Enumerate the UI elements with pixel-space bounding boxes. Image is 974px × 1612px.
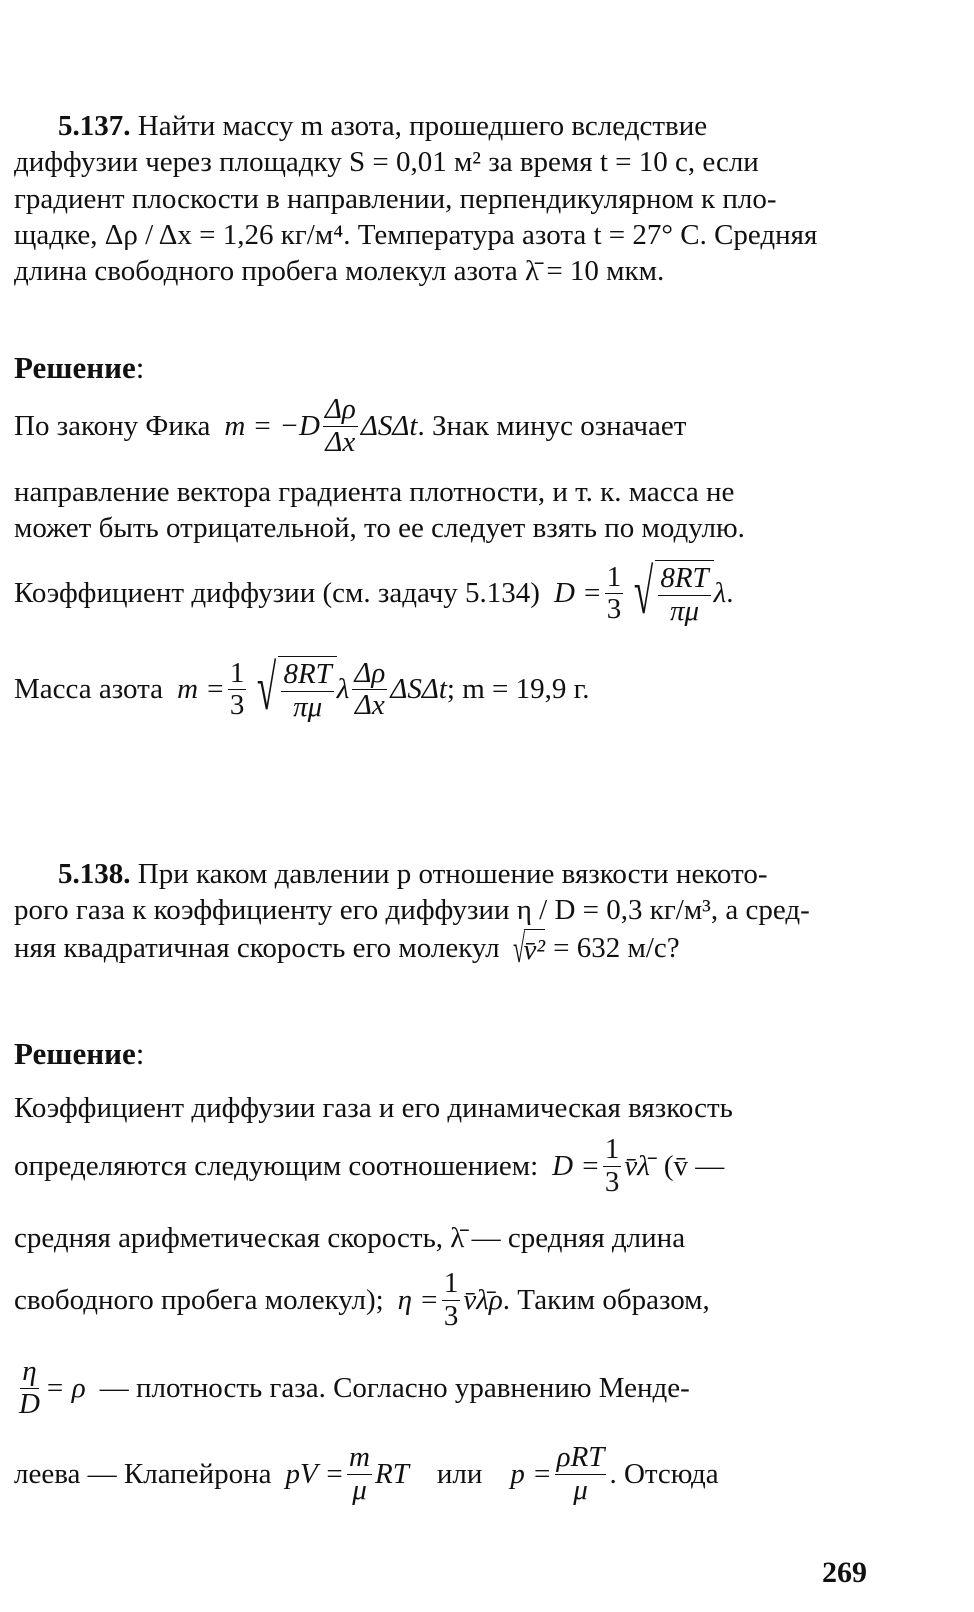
fraction-denominator: μ bbox=[573, 1473, 588, 1506]
problem-text: = 632 м/с? bbox=[553, 932, 680, 965]
diffusion-lhs: D = bbox=[553, 577, 602, 610]
mass-lhs: m = bbox=[177, 673, 225, 706]
fraction-numerator: 1 bbox=[606, 560, 622, 593]
solution-line: Коэффициент диффузии газа и его динамическая вязкость bbox=[14, 1092, 733, 1124]
solution-formula-line bbox=[14, 1268, 874, 1333]
formula-rhs: = ρ bbox=[44, 1371, 86, 1404]
formula-rhs: v̄λ̄ρ bbox=[463, 1283, 503, 1316]
fraction-numerator: 1 bbox=[443, 1267, 459, 1299]
fick-suffix: . Знак минус означает bbox=[417, 409, 687, 442]
fick-law-line bbox=[14, 394, 874, 459]
problem-line: градиент плоскости в направлении, перпендикулярном к пло- bbox=[14, 182, 777, 215]
mass-line bbox=[14, 652, 874, 724]
fraction-denominator: 3 bbox=[443, 1299, 459, 1332]
fraction-numerator: ρRT bbox=[556, 1441, 605, 1473]
fraction-denominator: 3 bbox=[606, 593, 622, 626]
diffusion-coefficient-line bbox=[14, 556, 874, 628]
mass-result: ; m = 19,9 г. bbox=[446, 673, 590, 706]
fraction bbox=[281, 659, 333, 724]
solution-line: может быть отрицательной, то ее следует взять по модулю. bbox=[14, 512, 745, 545]
fraction-numerator: 8RT bbox=[660, 562, 709, 594]
fraction bbox=[352, 658, 387, 723]
solution-heading-colon: : bbox=[135, 350, 145, 385]
lambda-symbol: λ bbox=[336, 673, 350, 706]
problem-line: диффузии через площадку S = 0,01 м² за время t = 10 с, если bbox=[14, 146, 759, 179]
solution-heading-colon: : bbox=[135, 1036, 145, 1071]
square-root bbox=[626, 556, 713, 628]
fraction bbox=[603, 1134, 622, 1199]
square-root bbox=[508, 925, 546, 971]
diffusion-prefix: Коэффициент диффузии (см. задачу 5.134) bbox=[14, 577, 540, 610]
fraction bbox=[17, 1356, 42, 1421]
fraction-numerator: 1 bbox=[229, 656, 245, 689]
fick-prefix: По закону Фика bbox=[14, 409, 211, 442]
fraction-denominator: Δx bbox=[325, 425, 356, 458]
fraction-denominator: πμ bbox=[669, 594, 700, 627]
mass-prefix: Масса азота bbox=[14, 673, 164, 706]
fraction-denominator: D bbox=[19, 1387, 40, 1420]
formula-lhs: pV = bbox=[285, 1457, 345, 1490]
fraction-numerator: 8RT bbox=[283, 658, 332, 690]
fraction bbox=[555, 1442, 607, 1507]
solution-formula-line bbox=[14, 1442, 874, 1507]
formula-lhs: D = bbox=[552, 1149, 600, 1182]
solution-line: направление вектора градиента плотности, и т. к. масса не bbox=[14, 476, 735, 508]
fraction-denominator: 3 bbox=[229, 689, 245, 722]
fick-lhs: m = −D bbox=[224, 409, 320, 442]
problem-5-138 bbox=[14, 856, 862, 969]
fraction-denominator: μ bbox=[352, 1473, 367, 1506]
solution-text: (v̄ — bbox=[663, 1149, 725, 1182]
problem-text: няя квадратичная скорость его молекул bbox=[14, 932, 500, 965]
formula-rhs: v̄λ̄ bbox=[624, 1149, 650, 1182]
radical-sign: √ bbox=[634, 556, 654, 627]
period: . bbox=[726, 577, 734, 610]
fraction bbox=[658, 563, 710, 628]
problem-line bbox=[14, 925, 862, 971]
radical-sign: √ bbox=[257, 652, 277, 723]
fraction-numerator: m bbox=[349, 1441, 370, 1473]
solution-text: . Отсюда bbox=[609, 1457, 719, 1490]
fraction bbox=[347, 1442, 372, 1507]
solution-text: свободного пробега молекул); bbox=[14, 1283, 384, 1316]
fick-rhs: ΔSΔt bbox=[360, 409, 418, 442]
solution-formula-line bbox=[14, 1134, 874, 1199]
problem-text: При каком давлении p отношение вязкости некото- bbox=[137, 858, 768, 890]
fraction bbox=[442, 1268, 461, 1333]
problem-line: длина свободного пробега молекул азота λ̄ = 10 мкм. bbox=[14, 255, 665, 287]
problem-text: Найти массу m азота, прошедшего вследствие bbox=[137, 110, 708, 142]
lambda-symbol: λ bbox=[713, 577, 727, 610]
solution-line: средняя арифметическая скорость, λ̄ — средняя длина bbox=[14, 1222, 686, 1254]
fraction bbox=[323, 394, 358, 459]
fraction-denominator: Δx bbox=[354, 689, 385, 722]
solution-heading bbox=[14, 1036, 144, 1072]
solution-heading-text: Решение bbox=[14, 350, 136, 385]
problem-line: щадке, Δρ / Δx = 1,26 кг/м⁴. Температура азота t = 27° С. Средняя bbox=[14, 218, 818, 251]
fraction-numerator: Δρ bbox=[324, 393, 356, 425]
problem-5-137 bbox=[14, 108, 862, 289]
root-content: v̄² bbox=[524, 929, 546, 969]
solution-text: определяются следующим соотношением: bbox=[14, 1149, 539, 1182]
fraction-numerator: 1 bbox=[604, 1133, 620, 1165]
fraction-numerator: Δρ bbox=[354, 656, 386, 689]
fraction bbox=[228, 658, 247, 723]
solution-text: или bbox=[436, 1457, 483, 1490]
square-root bbox=[249, 652, 336, 724]
problem-line bbox=[14, 108, 862, 144]
problem-line bbox=[14, 856, 862, 892]
solution-heading bbox=[14, 350, 144, 386]
fraction-denominator: πμ bbox=[293, 690, 323, 723]
formula-lhs: p = bbox=[510, 1457, 552, 1490]
solution-text: леева — Клапейрона bbox=[14, 1457, 272, 1490]
radical-sign: √ bbox=[512, 925, 525, 971]
fraction-denominator: 3 bbox=[604, 1165, 620, 1198]
solution-formula-line bbox=[14, 1356, 874, 1421]
mass-rhs: ΔSΔt bbox=[390, 673, 447, 706]
problem-number: 5.137. bbox=[58, 110, 131, 142]
solution-paragraph bbox=[14, 474, 862, 547]
fraction-numerator: η bbox=[22, 1355, 37, 1387]
formula-lhs: η = bbox=[397, 1283, 439, 1316]
formula-rhs: RT bbox=[374, 1457, 409, 1490]
page-number: 269 bbox=[822, 1556, 867, 1589]
solution-text: — плотность газа. Согласно уравнению Менде- bbox=[99, 1371, 690, 1404]
fraction bbox=[605, 562, 624, 627]
problem-number: 5.138. bbox=[58, 858, 131, 890]
problem-line: рого газа к коэффициенту его диффузии η / D = 0,3 кг/м³, а сред- bbox=[14, 894, 810, 927]
solution-text: . Таким образом, bbox=[502, 1283, 710, 1316]
solution-heading-text: Решение bbox=[14, 1036, 136, 1071]
